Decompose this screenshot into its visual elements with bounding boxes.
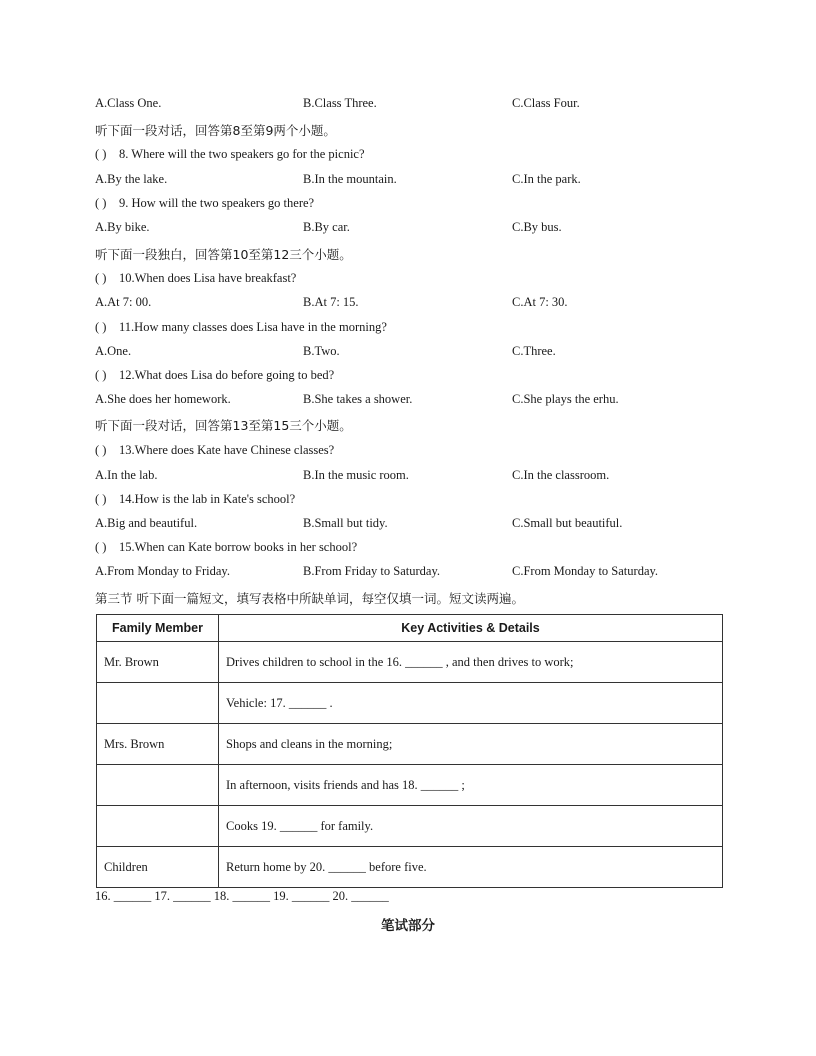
q12-option-c: C.She plays the erhu. [512,392,619,406]
question-9-text: 9. How will the two speakers go there? [119,196,315,210]
table-cell-activity: Vehicle: 17. ______ . [219,683,723,724]
answer-blank[interactable]: ( ) [95,368,107,382]
answer-blank[interactable]: ( ) [95,443,107,457]
answer-blank[interactable]: ( ) [95,320,107,334]
question-8 [95,147,365,162]
q14-options [95,516,735,534]
table-cell-activity: Cooks 19. ______ for family. [219,806,723,847]
question-15-text: 15.When can Kate borrow books in her school? [119,540,358,554]
q13-option-a: A.In the lab. [95,468,158,482]
question-11 [95,320,387,335]
q10-options [95,295,735,313]
question-10 [95,271,296,286]
q11-options [95,344,735,362]
q12-option-b: B.She takes a shower. [303,392,413,406]
table-row [97,642,723,683]
q15-option-c: C.From Monday to Saturday. [512,564,659,578]
q7-options [95,96,735,114]
answer-blank[interactable]: ( ) [95,271,107,285]
instruction-10-12: 听下面一段独白，回答第10至第12三个小题。 [95,247,352,262]
table-cell-member [97,683,219,724]
table-header-member: Family Member [97,615,219,642]
question-13 [95,443,334,458]
table-cell-member: Mrs. Brown [97,724,219,765]
q9-options [95,220,735,238]
question-13-text: 13.Where does Kate have Chinese classes? [119,443,335,457]
table-cell-member [97,765,219,806]
answer-blanks-line[interactable]: 16. ______ 17. ______ 18. ______ 19. ______ 20. ______ [95,889,389,903]
question-12 [95,368,334,383]
table-cell-member [97,806,219,847]
q8-option-c: C.In the park. [512,172,581,186]
q14-option-c: C.Small but beautiful. [512,516,623,530]
q8-options [95,172,735,190]
instruction-13-15: 听下面一段对话，回答第13至第15三个小题。 [95,418,352,433]
answer-blank[interactable]: ( ) [95,540,107,554]
q7-option-b: B.Class Three. [303,96,377,110]
q11-option-c: C.Three. [512,344,556,358]
table-cell-member: Children [97,847,219,888]
answer-blank[interactable]: ( ) [95,492,107,506]
q7-option-c: C.Class Four. [512,96,580,110]
table-row [97,806,723,847]
q7-option-a: A.Class One. [95,96,162,110]
q11-option-a: A.One. [95,344,132,358]
question-9 [95,196,314,211]
question-10-text: 10.When does Lisa have breakfast? [119,271,297,285]
q15-option-b: B.From Friday to Saturday. [303,564,441,578]
question-14 [95,492,295,507]
table-header-row [97,615,723,642]
table-row [97,765,723,806]
q13-option-c: C.In the classroom. [512,468,610,482]
question-11-text: 11.How many classes does Lisa have in the morning? [119,320,387,334]
answer-blank[interactable]: ( ) [95,196,107,210]
q14-option-a: A.Big and beautiful. [95,516,198,530]
table-cell-activity: In afternoon, visits friends and has 18. ______ ; [219,765,723,806]
table-row [97,724,723,765]
table-cell-activity: Return home by 20. ______ before five. [219,847,723,888]
answer-blank[interactable]: ( ) [95,147,107,161]
table-row [97,847,723,888]
q9-option-b: B.By car. [303,220,350,234]
fill-in-table [96,614,723,888]
table-cell-activity: Drives children to school in the 16. ______ , and then drives to work; [219,642,723,683]
table-cell-activity: Shops and cleans in the morning; [219,724,723,765]
q10-option-c: C.At 7: 30. [512,295,568,309]
written-section-heading: 笔试部分 [381,918,435,934]
q15-options [95,564,735,582]
question-8-text: 8. Where will the two speakers go for the picnic? [119,147,365,161]
q10-option-b: B.At 7: 15. [303,295,359,309]
q11-option-b: B.Two. [303,344,340,358]
question-15 [95,540,357,555]
q13-options [95,468,735,486]
q8-option-a: A.By the lake. [95,172,168,186]
q10-option-a: A.At 7: 00. [95,295,152,309]
q9-option-a: A.By bike. [95,220,150,234]
q9-option-c: C.By bus. [512,220,562,234]
question-14-text: 14.How is the lab in Kate's school? [119,492,296,506]
instruction-8-9: 听下面一段对话，回答第8至第9两个小题。 [95,123,336,138]
table-cell-member: Mr. Brown [97,642,219,683]
q13-option-b: B.In the music room. [303,468,409,482]
table-row [97,683,723,724]
section-3-instruction: 第三节 听下面一篇短文，填写表格中所缺单词，每空仅填一词。短文读两遍。 [95,591,524,606]
table-header-activities: Key Activities & Details [219,615,723,642]
question-12-text: 12.What does Lisa do before going to bed? [119,368,335,382]
q12-options [95,392,735,410]
q8-option-b: B.In the mountain. [303,172,397,186]
q15-option-a: A.From Monday to Friday. [95,564,230,578]
q12-option-a: A.She does her homework. [95,392,231,406]
q14-option-b: B.Small but tidy. [303,516,388,530]
